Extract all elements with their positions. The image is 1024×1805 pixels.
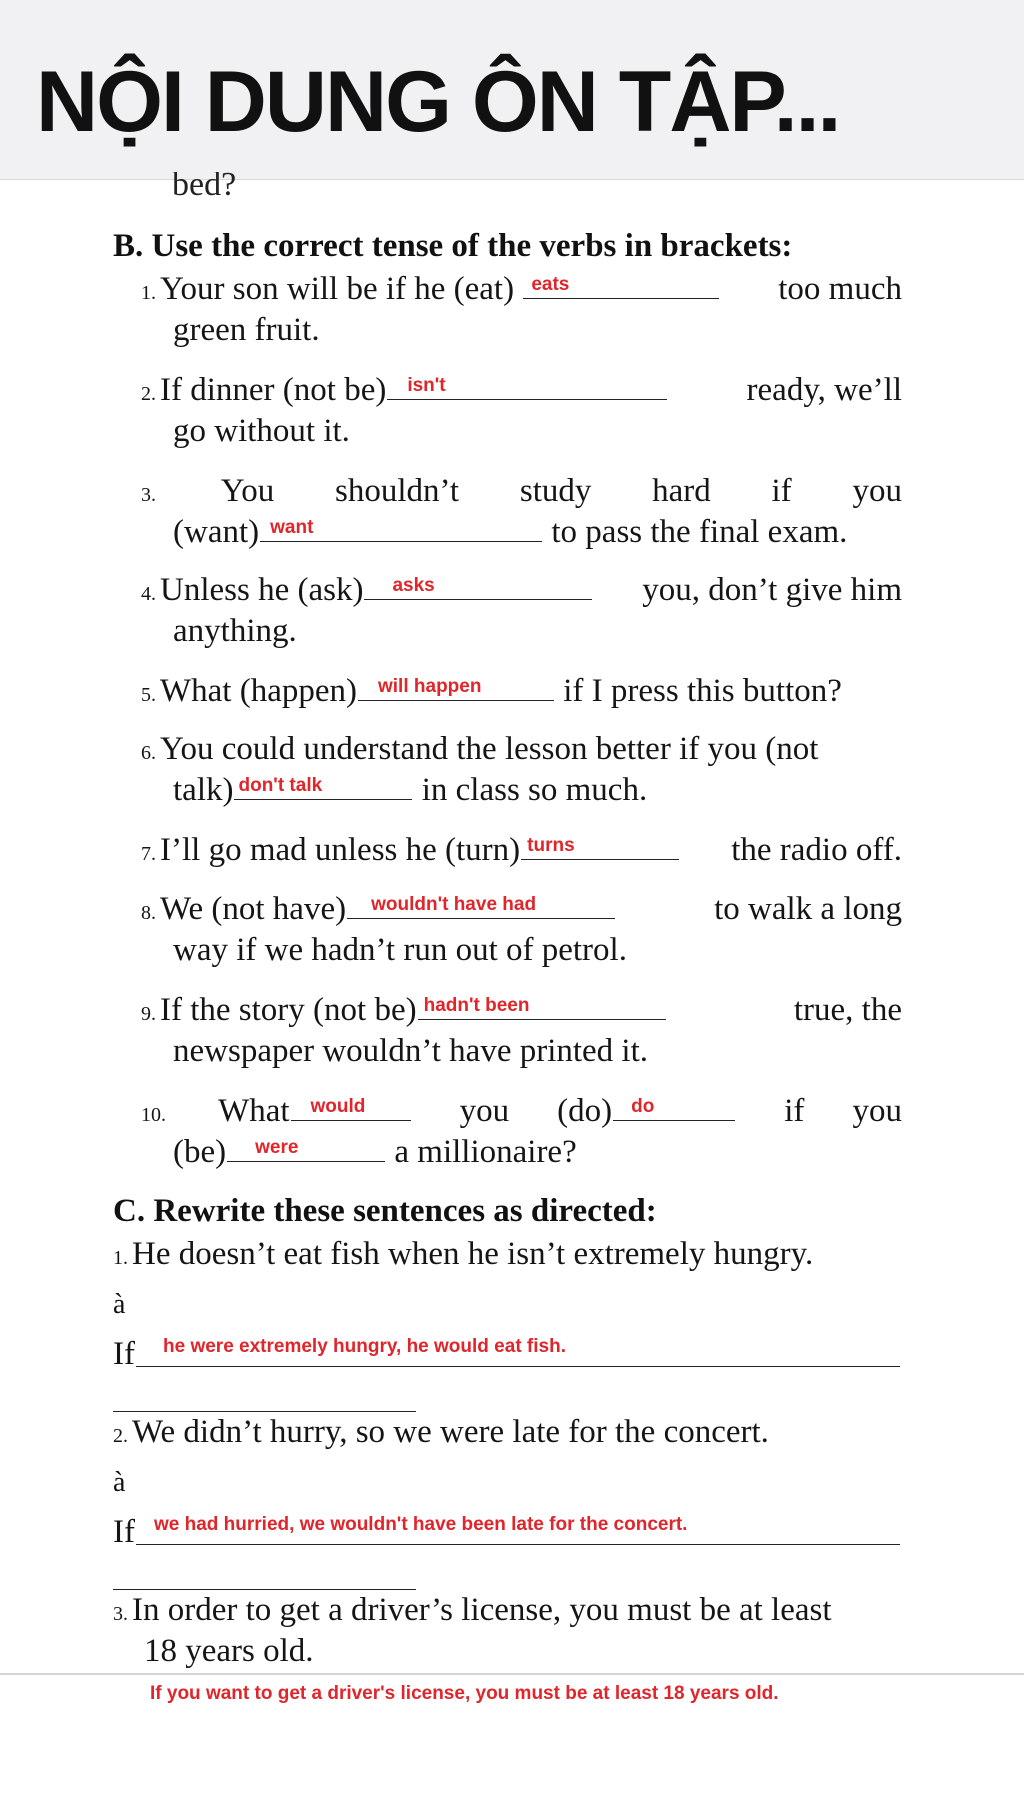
item-b4-line2: anything. (173, 613, 297, 649)
answer-text: would (310, 1096, 366, 1117)
item-number: 1. (141, 282, 156, 304)
item-text: He doesn’t eat fish when he isn’t extremely hungry. (132, 1236, 814, 1272)
item-text: You could understand the lesson better if you (not (160, 731, 819, 767)
item-text: if (771, 473, 792, 509)
item-b8-line1 (141, 889, 902, 933)
item-number: 3. (141, 484, 156, 506)
item-b7-line1 (141, 830, 902, 874)
item-b9-line2: newspaper wouldn’t have printed it. (173, 1033, 649, 1069)
divider (0, 1673, 1024, 1675)
item-b6-line2 (173, 770, 647, 810)
item-text: true, the (793, 992, 902, 1028)
item-c3-sentence-line2: 18 years old. (144, 1633, 314, 1669)
item-number: 2. (113, 1425, 128, 1447)
item-text: I’ll go mad unless he (turn) (160, 832, 521, 868)
answer-blank[interactable] (358, 674, 554, 701)
answer-text: hadn't been (423, 995, 530, 1016)
item-number: 3. (113, 1603, 128, 1625)
answer-line[interactable] (136, 1544, 900, 1545)
item-text: What (happen) (160, 673, 357, 709)
item-number: 2. (141, 383, 156, 405)
item-text: if I press this button? (563, 673, 842, 709)
item-c1-prefix: If (113, 1336, 135, 1372)
item-text: In order to get a driver’s license, you must be at least (132, 1592, 832, 1628)
arrow-glyph: à (113, 1467, 126, 1498)
item-text: (want) (173, 514, 260, 550)
item-c1-sentence (113, 1234, 813, 1278)
item-c2-sentence (113, 1412, 769, 1456)
item-c3-sentence (113, 1590, 832, 1634)
item-text: talk) (173, 772, 234, 808)
answer-blank[interactable] (418, 993, 666, 1020)
answer-blank[interactable] (347, 892, 615, 919)
item-number: 8. (141, 902, 156, 924)
page-title: NỘI DUNG ÔN TẬP... (36, 54, 840, 150)
item-number: 6. (141, 742, 156, 764)
item-text: in class so much. (421, 772, 648, 808)
item-text: shouldn’t (335, 473, 460, 509)
item-text: too much (778, 271, 902, 307)
answer-blank[interactable] (521, 833, 679, 860)
header (0, 0, 1024, 180)
item-text: study (519, 473, 592, 509)
answer-line[interactable] (136, 1366, 900, 1367)
answer-text: do (631, 1096, 655, 1117)
item-number: 1. (113, 1247, 128, 1269)
item-text: to walk a long (714, 891, 902, 927)
item-text: a millionaire? (394, 1134, 577, 1170)
item-text: (be) (173, 1134, 227, 1170)
answer-blank[interactable] (291, 1094, 411, 1121)
item-text: ready, we’ll (746, 372, 902, 408)
item-text: the radio off. (731, 832, 902, 868)
item-b3-line2 (173, 512, 847, 552)
item-b10-line2 (173, 1132, 577, 1172)
item-text: Unless he (ask) (160, 572, 364, 608)
item-text: We didn’t hurry, so we were late for the concert. (132, 1414, 769, 1450)
item-number: 4. (141, 583, 156, 605)
item-text: if (784, 1093, 805, 1129)
answer-blank[interactable] (613, 1094, 735, 1121)
item-number: 9. (141, 1003, 156, 1025)
item-text: (do) (557, 1093, 613, 1129)
item-text: We (not have) (160, 891, 347, 927)
answer-text: don't talk (238, 775, 323, 796)
item-text: you (459, 1093, 510, 1129)
answer-text: turns (527, 835, 575, 856)
item-b6-line1 (141, 729, 818, 773)
answer-text: eats (531, 274, 570, 295)
answer-text: were (255, 1137, 299, 1158)
item-b5-line1 (141, 671, 842, 715)
item-b8-line2: way if we hadn’t run out of petrol. (173, 932, 627, 968)
item-number: 10. (141, 1104, 166, 1126)
item-b1-line2: green fruit. (173, 312, 320, 348)
answer-blank[interactable] (387, 373, 667, 400)
item-number: 5. (141, 684, 156, 706)
item-text: If dinner (not be) (160, 372, 387, 408)
answer-text: we had hurried, we wouldn't have been late for the concert. (154, 1514, 688, 1535)
answer-text: asks (392, 575, 435, 596)
item-text: you, don’t give him (642, 572, 902, 608)
item-b10-line1 (141, 1091, 902, 1135)
answer-blank[interactable] (234, 773, 412, 800)
item-text: hard (652, 473, 711, 509)
item-text: you (852, 1093, 902, 1129)
item-b3-line1 (141, 471, 902, 515)
item-b4-line1 (141, 570, 902, 614)
item-b2-line1 (141, 370, 902, 414)
item-text: you (852, 473, 902, 509)
item-text: What (218, 1093, 290, 1129)
answer-text: he were extremely hungry, he would eat fish. (163, 1336, 566, 1357)
answer-text: will happen (378, 676, 482, 697)
answer-blank[interactable] (523, 272, 719, 299)
item-c2-prefix: If (113, 1514, 135, 1550)
item-number: 7. (141, 843, 156, 865)
arrow-glyph: à (113, 1289, 126, 1320)
answer-text: want (270, 517, 314, 538)
item-text: to pass the final exam. (551, 514, 848, 550)
answer-blank[interactable] (364, 573, 592, 600)
answer-blank[interactable] (260, 515, 542, 542)
cut-off-text: bed? (172, 172, 237, 198)
item-text: If the story (not be) (160, 992, 417, 1028)
answer-text: wouldn't have had (371, 894, 537, 915)
item-b9-line1 (141, 990, 902, 1034)
item-text: You (220, 473, 275, 509)
section-c-heading: C. Rewrite these sentences as directed: (113, 1193, 657, 1229)
answer-text: If you want to get a driver's license, you must be at least 18 years old. (150, 1683, 779, 1704)
item-b2-line2: go without it. (173, 413, 350, 449)
answer-text: isn't (407, 375, 446, 396)
item-b1-line1 (141, 269, 902, 313)
answer-blank[interactable] (227, 1135, 385, 1162)
item-text: Your son will be if he (eat) (160, 271, 515, 307)
section-b-heading: B. Use the correct tense of the verbs in brackets: (113, 228, 793, 264)
